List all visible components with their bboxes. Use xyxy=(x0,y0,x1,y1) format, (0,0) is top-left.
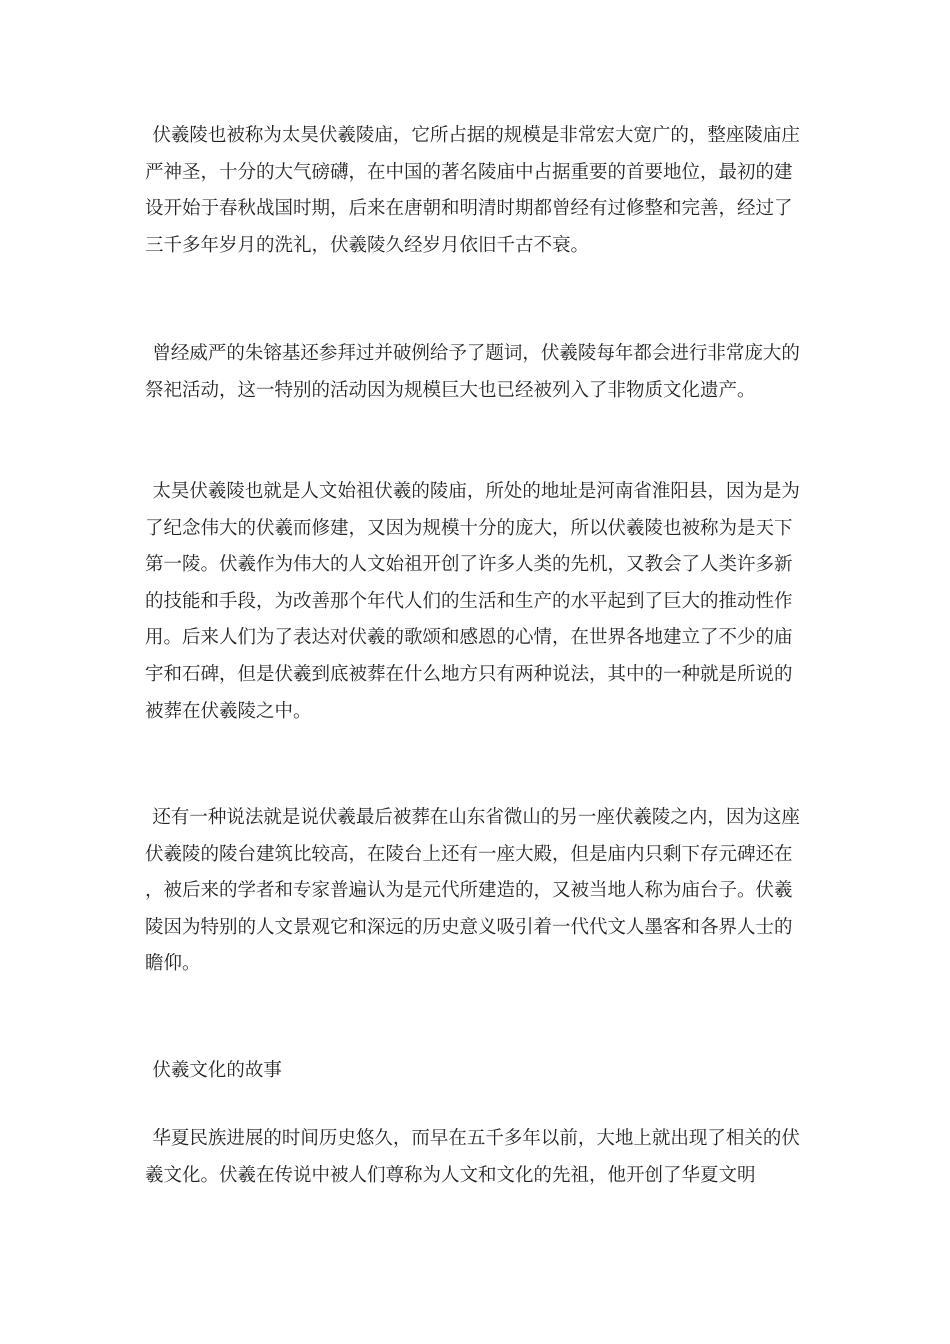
paragraph-fuxi-mausoleum-intro: 伏羲陵也被称为太昊伏羲陵庙，它所占据的规模是非常宏大宽广的，整座陵庙庄严神圣，十分的大气磅礴，在中国的著名陵庙中占据重要的首要地位，最初的建设开始于春秋战国时期，后来在唐朝和明清时期都曾经有过修整和完善，经过了三千多年岁月的洗礼，伏羲陵久经岁月依旧千古不衰。 xyxy=(145,125,800,256)
paragraph-sacrifice-activity: 曾经威严的朱镕基还参拜过并破例给予了题词，伏羲陵每年都会进行非常庞大的祭祀活动，这一特别的活动因为规模巨大也已经被列入了非物质文化遗产。 xyxy=(145,343,800,401)
section-heading: 伏羲文化的故事 xyxy=(152,1060,282,1081)
paragraph-taihao-mausoleum: 太昊伏羲陵也就是人文始祖伏羲的陵庙，所处的地址是河南省淮阳县，因为是为了纪念伟大的伏羲而修建，又因为规模十分的庞大，所以伏羲陵也被称为是天下第一陵。伏羲作为伟大的人文始祖开创了许多人类的先机，又教会了人类许多新的技能和手段，为改善那个年代人们的生活和生产的水平起到了巨大的推动性作用。后来人们为了表达对伏羲的歌颂和感恩的心情，在世界各地建立了不少的庙宇和石碑，但是伏羲到底被葬在什么地方只有两种说法，其中的一种就是所说的被葬在伏羲陵之中。 xyxy=(145,481,800,722)
paragraph-fuxi-culture: 华夏民族进展的时间历史悠久，而早在五千多年以前，大地上就出现了相关的伏羲文化。伏羲在传说中被人们尊称为人文和文化的先祖，他开创了华夏文明 xyxy=(145,1128,800,1186)
paragraph-weishan-mausoleum: 还有一种说法就是说伏羲最后被葬在山东省微山的另一座伏羲陵之内，因为这座伏羲陵的陵台建筑比较高，在陵台上还有一座大殿，但是庙内只剩下存元碑还在，被后来的学者和专家普遍认为是元代所建造的，又被当地人称为庙台子。伏羲陵因为特别的人文景观它和深远的历史意义吸引着一代代文人墨客和各界人士的瞻仰。 xyxy=(145,807,800,975)
